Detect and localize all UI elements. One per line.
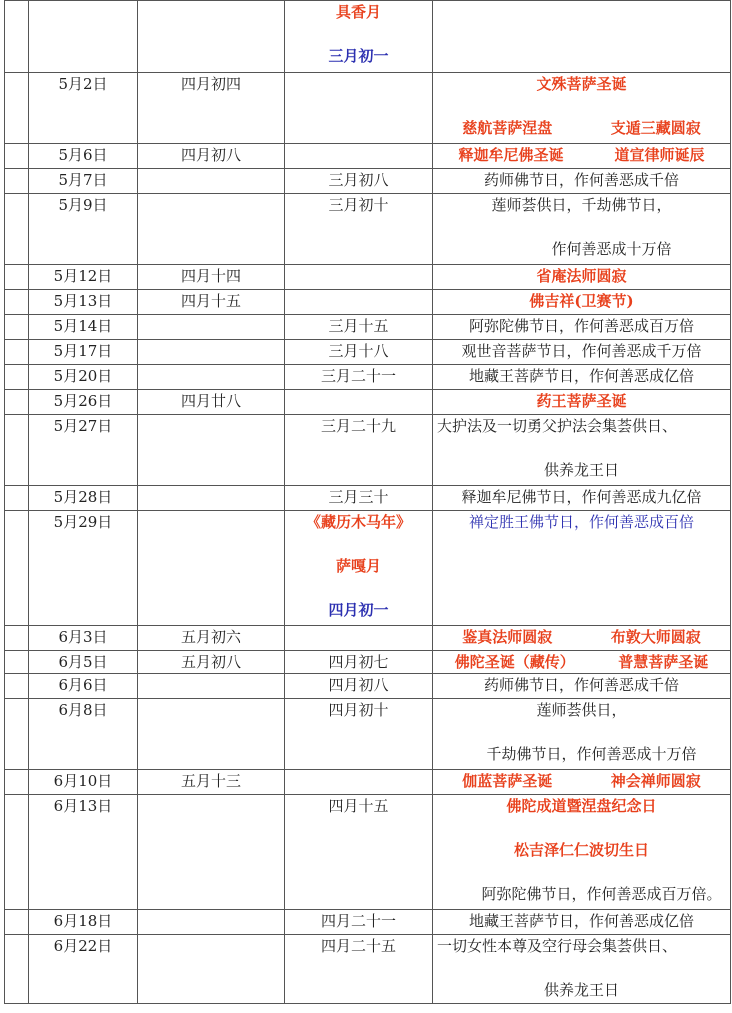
gregorian-date: 5月20日: [53, 367, 113, 385]
event-text: 地藏王菩萨节日，作何善恶成亿倍: [468, 912, 694, 930]
event-text: 慈航菩萨涅盘: [462, 119, 553, 137]
gregorian-date: 6月22日: [53, 937, 113, 955]
gregorian-date: 5月6日: [58, 146, 108, 164]
lunar-date: 四月十五: [180, 292, 241, 310]
table-row: [5, 699, 731, 770]
gregorian-date: 6月10日: [53, 772, 113, 790]
gregorian-date: 6月13日: [53, 797, 113, 815]
gregorian-date: 6月5日: [58, 653, 108, 671]
gregorian-date: 5月2日: [58, 75, 108, 93]
lunar-date: 五月初八: [180, 653, 241, 671]
gregorian-date: 5月14日: [53, 317, 113, 335]
table-row: [5, 415, 731, 486]
event-text: 鉴真法师圆寂: [462, 628, 553, 646]
tibetan-date: 三月二十一: [320, 367, 396, 385]
gregorian-date: 5月28日: [53, 488, 113, 506]
tibetan-date: 四月十五: [328, 797, 389, 815]
event-text: 神会禅师圆寂: [610, 772, 701, 790]
event-text: 地藏王菩萨节日，作何善恶成亿倍: [468, 367, 694, 385]
lunar-date: 四月初八: [180, 146, 241, 164]
event-text: 布敦大师圆寂: [610, 628, 701, 646]
table-row: [5, 626, 731, 651]
lunar-date: 四月十四: [180, 267, 241, 285]
lunar-date: 五月初六: [180, 628, 241, 646]
event-text: 药王菩萨圣诞: [536, 392, 627, 410]
table-row: [5, 651, 731, 674]
gregorian-date: 5月9日: [58, 196, 108, 214]
gregorian-date: 5月27日: [53, 417, 113, 435]
event-text: 莲师荟供日，千劫佛节日，: [491, 196, 672, 214]
tibetan-month-name: 具香月: [335, 3, 381, 21]
event-text: 释迦牟尼佛圣诞: [458, 146, 564, 164]
tibetan-year: 《藏历木马年》: [305, 513, 411, 531]
event-text: 普慧菩萨圣诞: [618, 653, 709, 671]
table-row: [5, 390, 731, 415]
event-text: 禅定胜王佛节日，作何善恶成百倍: [468, 513, 694, 531]
gregorian-date: 5月17日: [53, 342, 113, 360]
tibetan-date: 三月初十: [328, 196, 389, 214]
event-text: 观世音菩萨节日，作何善恶成千万倍: [461, 342, 702, 360]
event-text: 供养龙王日: [543, 981, 619, 999]
calendar-table: [4, 0, 731, 1004]
tibetan-date: 四月初十: [328, 701, 389, 719]
event-text: 释迦牟尼佛节日，作何善恶成九亿倍: [461, 488, 702, 506]
tibetan-date: 三月初八: [328, 171, 389, 189]
event-text: 佛陀成道暨涅盘纪念日: [506, 797, 657, 815]
event-text: 省庵法师圆寂: [536, 267, 627, 285]
table-row: [5, 73, 731, 144]
event-text: 松吉泽仁仁波切生日: [513, 841, 649, 859]
gregorian-date: 6月3日: [58, 628, 108, 646]
table-row: [5, 315, 731, 340]
table-row: [5, 935, 731, 1004]
event-text: 药师佛节日，作何善恶成千倍: [483, 676, 679, 694]
event-text: 佛陀圣诞（藏传）: [454, 653, 575, 671]
gregorian-date: 5月26日: [53, 392, 113, 410]
event-text: 文殊菩萨圣诞: [536, 75, 627, 93]
table-row: [5, 290, 731, 315]
tibetan-date: 三月初一: [328, 47, 389, 65]
event-text: 千劫佛节日，作何善恶成十万倍: [486, 745, 697, 763]
table-row: [5, 511, 731, 626]
event-text: 一切女性本尊及空行母会集荟供日、: [437, 937, 678, 955]
table-row: [5, 770, 731, 795]
tibetan-date: 三月十八: [328, 342, 389, 360]
table-row: [5, 365, 731, 390]
gregorian-date: 5月13日: [53, 292, 113, 310]
table-row: [5, 169, 731, 194]
table-row: [5, 1, 731, 73]
event-text: 阿弥陀佛节日，作何善恶成百万倍: [468, 317, 694, 335]
event-text: 道宣律师诞辰: [614, 146, 705, 164]
tibetan-date: 三月十五: [328, 317, 389, 335]
event-text: 药师佛节日，作何善恶成千倍: [483, 171, 679, 189]
table-row: [5, 265, 731, 290]
event-text: 作何善恶成十万倍: [551, 240, 672, 258]
tibetan-date: 四月初八: [328, 676, 389, 694]
event-text: 大护法及一切勇父护法会集荟供日、: [437, 417, 678, 435]
table-row: [5, 144, 731, 169]
table-row: [5, 486, 731, 511]
gregorian-date: 5月29日: [53, 513, 113, 531]
table-row: [5, 910, 731, 935]
event-text: 佛吉祥(卫赛节): [529, 292, 634, 310]
tibetan-date: 四月二十一: [320, 912, 396, 930]
table-row: [5, 340, 731, 365]
table-row: [5, 795, 731, 910]
event-text: 莲师荟供日，: [536, 701, 627, 719]
tibetan-date: 三月三十: [328, 488, 389, 506]
tibetan-date: 四月初七: [328, 653, 389, 671]
gregorian-date: 5月12日: [53, 267, 113, 285]
tibetan-date: 三月二十九: [320, 417, 396, 435]
table-row: [5, 194, 731, 265]
gregorian-date: 6月18日: [53, 912, 113, 930]
event-text: 供养龙王日: [543, 461, 619, 479]
lunar-date: 四月初四: [180, 75, 241, 93]
table-row: [5, 674, 731, 699]
lunar-date: 四月廿八: [180, 392, 241, 410]
gregorian-date: 5月7日: [58, 171, 108, 189]
tibetan-month-name: 萨嘎月: [335, 557, 381, 575]
gregorian-date: 6月8日: [58, 701, 108, 719]
event-text: 伽蓝菩萨圣诞: [462, 772, 553, 790]
gregorian-date: 6月6日: [58, 676, 108, 694]
tibetan-date: 四月二十五: [320, 937, 396, 955]
tibetan-date: 四月初一: [328, 601, 389, 619]
event-text: 阿弥陀佛节日，作何善恶成百万倍。: [481, 885, 722, 903]
lunar-date: 五月十三: [180, 772, 241, 790]
event-text: 支遁三藏圆寂: [610, 119, 701, 137]
